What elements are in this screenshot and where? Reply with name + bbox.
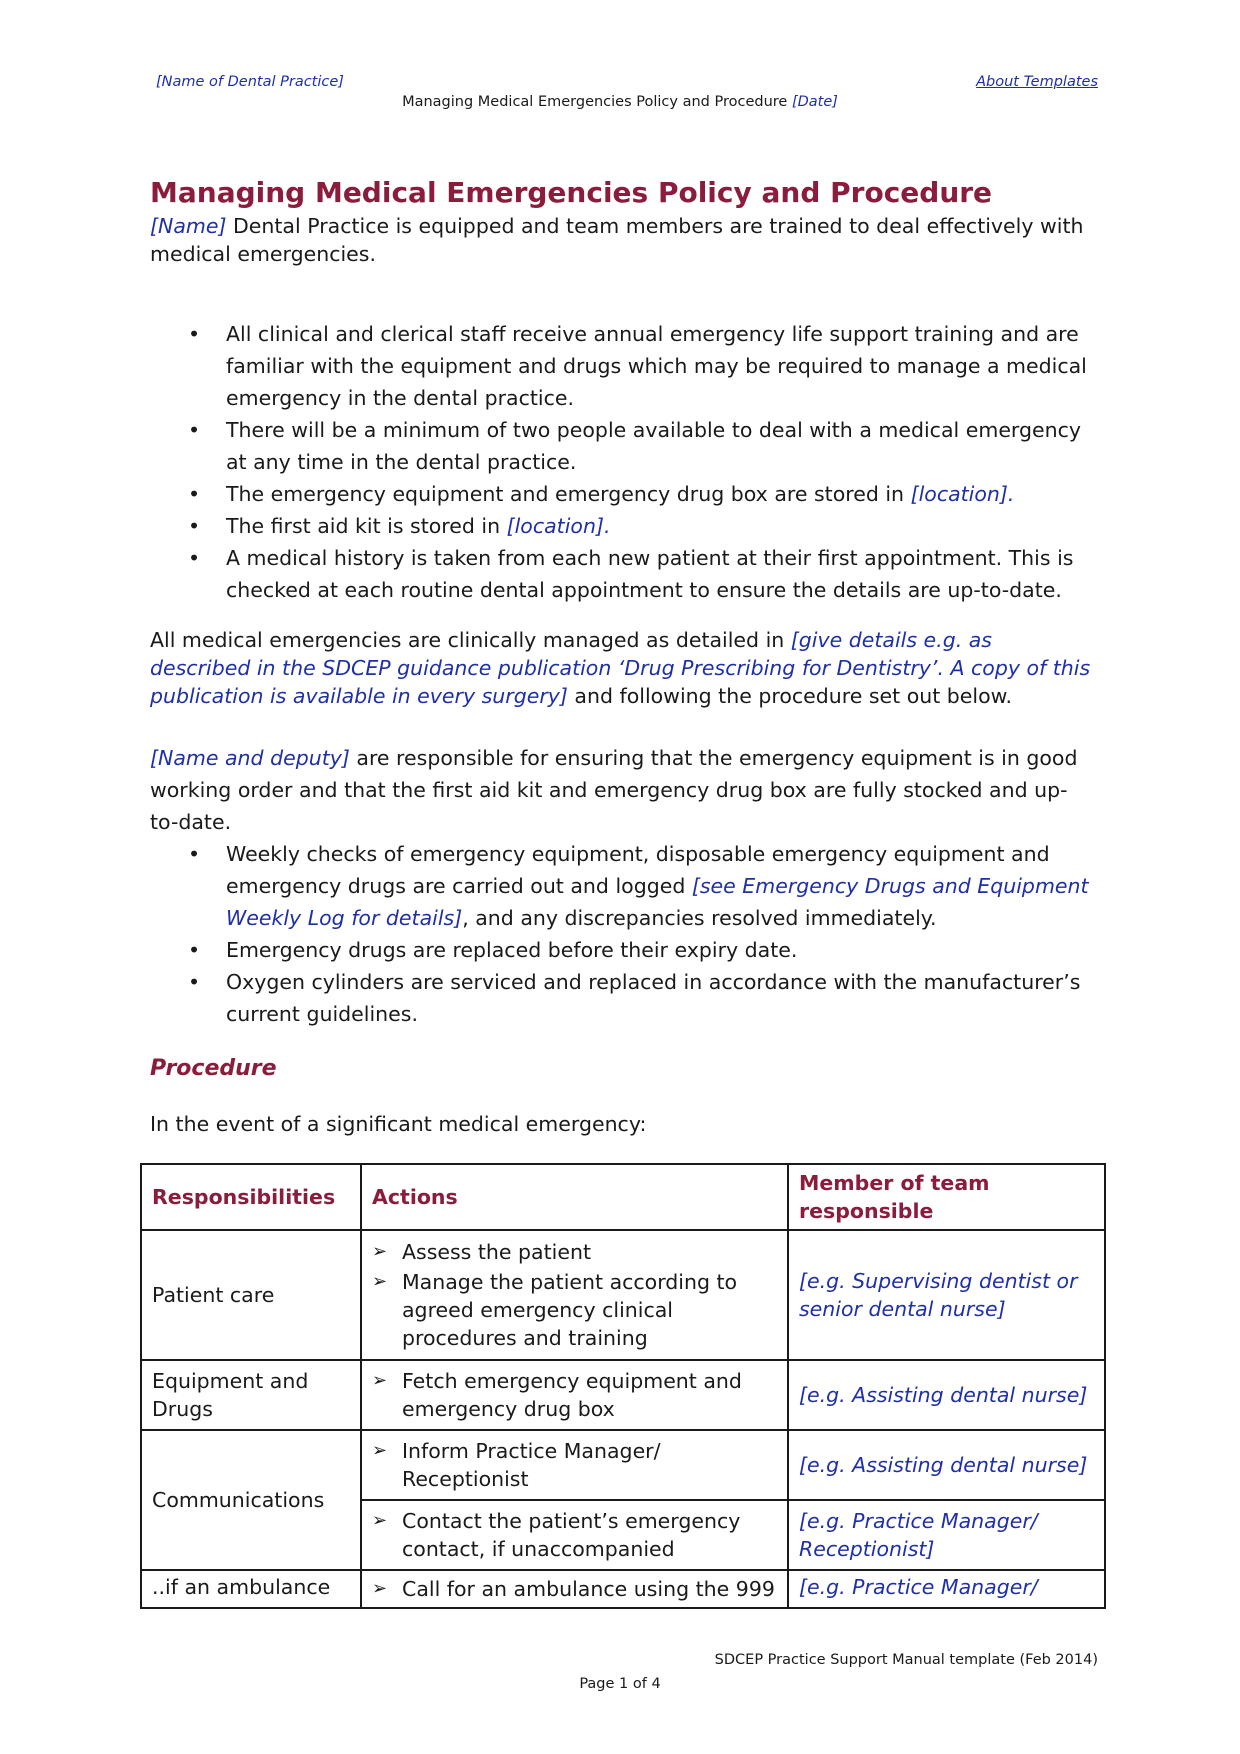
member-cell: [e.g. Assisting dental nurse] (788, 1360, 1105, 1430)
procedure-intro: In the event of a significant medical emergency: (150, 1112, 647, 1136)
intro-paragraph (150, 212, 1095, 268)
member-cell: [e.g. Practice Manager/ Receptionist] (788, 1500, 1105, 1570)
location-placeholder: [location] (506, 514, 604, 538)
responsibility-paragraph (150, 742, 1095, 838)
table-row (141, 1360, 1105, 1430)
action-item: ➢ Inform Practice Manager/ Receptionist (372, 1437, 777, 1493)
intro-text: Dental Practice is equipped and team members are trained to deal effectively with medical emergencies. (150, 214, 1084, 266)
list-item-text: , and any discrepancies resolved immediately. (462, 906, 937, 930)
paragraph-text: and following the procedure set out below. (567, 684, 1013, 708)
action-item: ➢ Fetch emergency equipment and emergency drug box (372, 1367, 777, 1423)
clinical-management-paragraph (150, 626, 1095, 710)
header-doc-name: Managing Medical Emergencies Policy and Procedure (402, 94, 788, 110)
list-item (150, 478, 1095, 510)
list-item (150, 934, 1095, 966)
actions-cell (361, 1430, 788, 1500)
list-item-text: A medical history is taken from each new patient at their first appointment. This is checked at each routine dental appointment to ensure the details are up-to-date. (226, 546, 1074, 602)
table-row (141, 1230, 1105, 1360)
location-placeholder: [location] (910, 482, 1008, 506)
paragraph-text: are responsible for ensuring that the emergency equipment is in good working order and that the first aid kit and emergency drug box are fully stocked and up-to-date. (150, 746, 1078, 834)
list-item-text: The emergency equipment and emergency drug box are stored in (226, 482, 911, 506)
practice-name-placeholder: [Name of Dental Practice] (156, 74, 344, 90)
list-item (150, 510, 1095, 542)
procedure-heading: Procedure (150, 1056, 277, 1081)
about-templates-link[interactable]: About Templates (976, 74, 1098, 90)
list-item-text: There will be a minimum of two people available to deal with a medical emergency at any time in the dental practice. (226, 418, 1082, 474)
column-header: Responsibilities (141, 1164, 361, 1230)
header-doc-title (0, 94, 1240, 110)
name-placeholder: [Name] (150, 214, 227, 238)
actions-cell (361, 1570, 788, 1608)
equipment-bullet-list (150, 838, 1095, 1030)
column-header: Member of team responsible (788, 1164, 1105, 1230)
list-item-end: . (1007, 482, 1015, 506)
table-row (141, 1430, 1105, 1500)
list-item-text: Weekly checks of emergency equipment, disposable emergency equipment and emergency drugs are carried out and logged (226, 842, 1050, 898)
responsibility-cell: Patient care (141, 1230, 361, 1360)
list-item-end: . (603, 514, 611, 538)
paragraph-text: All medical emergencies are clinically managed as detailed in (150, 628, 791, 652)
list-item (150, 966, 1095, 1030)
list-item (150, 838, 1095, 934)
actions-cell (361, 1230, 788, 1360)
table-header-row (141, 1164, 1105, 1230)
responsibility-cell: ..if an ambulance (141, 1570, 361, 1608)
action-item: ➢ Contact the patient’s emergency contact, if unaccompanied (372, 1507, 777, 1563)
details-placeholder: [give details e.g. as described in the SDCEP guidance publication ‘Drug Prescribing for Dentistry’. A copy of this publication is available in every surgery] (150, 628, 1091, 708)
member-cell: [e.g. Supervising dentist or senior dental nurse] (788, 1230, 1105, 1360)
list-item-text: All clinical and clerical staff receive annual emergency life support training and are familiar with the equipment and drugs which may be required to manage a medical emergency in the dental practice. (226, 322, 1087, 410)
name-deputy-placeholder: [Name and deputy] (150, 746, 350, 770)
list-item (150, 414, 1095, 478)
responsibility-cell: Equipment and Drugs (141, 1360, 361, 1430)
list-item-text: Emergency drugs are replaced before their expiry date. (226, 938, 798, 962)
responsibility-cell: Communications (141, 1430, 361, 1570)
header-date-placeholder: [Date] (791, 94, 838, 110)
action-item: ➢ Call for an ambulance using the 999 (372, 1575, 777, 1603)
actions-cell (361, 1500, 788, 1570)
action-item: ➢ Manage the patient according to agreed emergency clinical procedures and training (372, 1268, 777, 1352)
page-title: Managing Medical Emergencies Policy and Procedure (150, 176, 993, 209)
policy-bullet-list (150, 318, 1095, 606)
actions-cell (361, 1360, 788, 1430)
list-item (150, 542, 1095, 606)
list-item (150, 318, 1095, 414)
procedure-table (140, 1163, 1106, 1609)
list-item-text: Oxygen cylinders are serviced and replaced in accordance with the manufacturer’s current guidelines. (226, 970, 1081, 1026)
list-item-text: The first aid kit is stored in (226, 514, 507, 538)
weekly-log-placeholder: [see Emergency Drugs and Equipment Weekly Log for details] (226, 874, 1089, 930)
action-item: ➢ Assess the patient (372, 1238, 777, 1266)
table-row (141, 1570, 1105, 1608)
member-cell: [e.g. Practice Manager/ (788, 1570, 1105, 1608)
member-cell: [e.g. Assisting dental nurse] (788, 1430, 1105, 1500)
column-header: Actions (361, 1164, 788, 1230)
page-number: Page 1 of 4 (579, 1676, 661, 1692)
footer-template-note: SDCEP Practice Support Manual template (Feb 2014) (714, 1652, 1098, 1668)
